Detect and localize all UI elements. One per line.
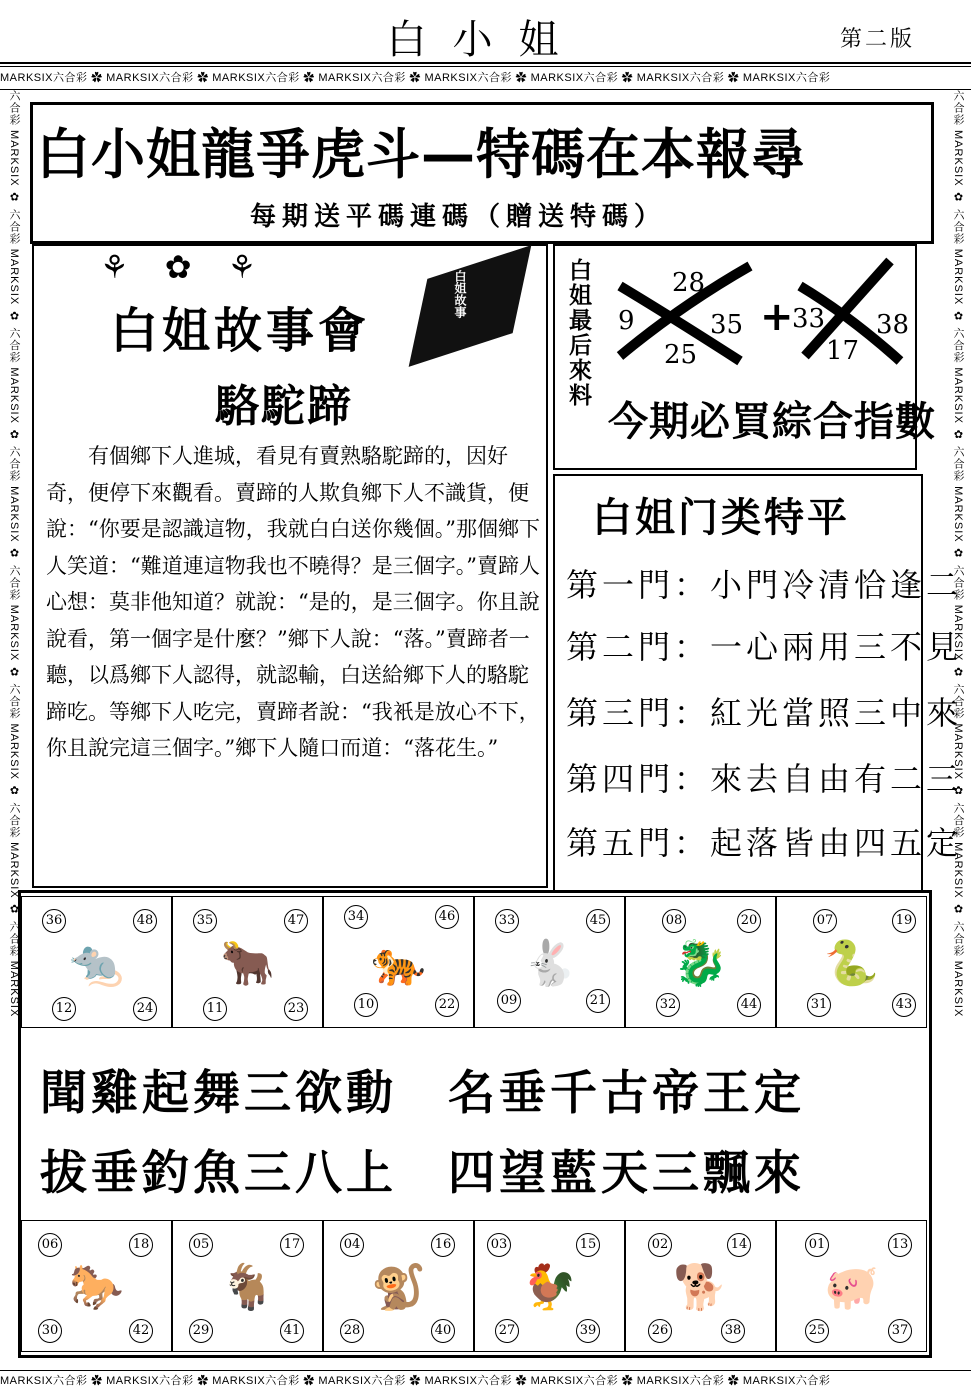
zodiac-number: 19 bbox=[892, 909, 916, 933]
category-row: 第二門：一心兩用三不見 bbox=[566, 628, 963, 666]
zodiac-number: 17 bbox=[280, 1233, 304, 1257]
zodiac-cell bbox=[625, 896, 776, 1028]
tiger-icon: 🐅 bbox=[371, 938, 426, 989]
dog-icon: 🐕 bbox=[673, 1262, 728, 1313]
mix-number: 17 bbox=[826, 336, 860, 366]
zodiac-number: 03 bbox=[487, 1233, 511, 1257]
zodiac-number: 31 bbox=[807, 993, 831, 1017]
zodiac-number: 18 bbox=[129, 1233, 153, 1257]
zodiac-number: 24 bbox=[133, 997, 157, 1021]
category-row: 第一門：小門冷清恰逢二 bbox=[566, 566, 963, 604]
plus-sign: + bbox=[760, 294, 794, 340]
zodiac-number: 14 bbox=[727, 1233, 751, 1257]
zodiac-number: 34 bbox=[344, 905, 368, 929]
zodiac-number: 11 bbox=[203, 997, 227, 1021]
zodiac-cell bbox=[474, 896, 625, 1028]
zodiac-cell bbox=[323, 1220, 474, 1352]
categories-title: 白姐门类特平 bbox=[592, 495, 850, 541]
zodiac-number: 44 bbox=[737, 993, 761, 1017]
mix-number: 28 bbox=[672, 268, 706, 298]
mix-number: 38 bbox=[876, 310, 910, 340]
cross-marks bbox=[600, 256, 910, 376]
marksix-band-top: MARKSIX六合彩 ✿ MARKSIX六合彩 ✿ MARKSIX六合彩 ✿ MARKSIX六合彩 ✿ MARKSIX六合彩 ✿ MARKSIX六合彩 ✿ MARKSIX六合彩 ✿ MARKSIX六合彩 bbox=[0, 66, 971, 90]
zodiac-number: 01 bbox=[805, 1233, 829, 1257]
zodiac-number: 35 bbox=[193, 909, 217, 933]
zodiac-number: 42 bbox=[129, 1319, 153, 1343]
zodiac-number: 02 bbox=[648, 1233, 672, 1257]
story-subtitle: 駱駝蹄 bbox=[215, 381, 353, 432]
zodiac-number: 27 bbox=[495, 1319, 519, 1343]
story-title: 白姐故事會 bbox=[110, 303, 371, 359]
zodiac-cell bbox=[172, 1220, 323, 1352]
rooster-icon: 🐓 bbox=[522, 1262, 577, 1313]
dragon-icon: 🐉 bbox=[673, 938, 728, 989]
zodiac-number: 29 bbox=[189, 1319, 213, 1343]
zodiac-number: 32 bbox=[656, 993, 680, 1017]
mix-label: 白姐最后來料 bbox=[565, 258, 591, 408]
flower-icon: ✿ bbox=[164, 248, 228, 286]
zodiac-number: 28 bbox=[340, 1319, 364, 1343]
tulip-icon: ⚘ bbox=[100, 248, 165, 286]
zodiac-cell bbox=[776, 1220, 927, 1352]
tulip-icon: ⚘ bbox=[227, 248, 293, 286]
zodiac-number: 39 bbox=[576, 1319, 600, 1343]
zodiac-number: 47 bbox=[284, 909, 308, 933]
zodiac-number: 23 bbox=[284, 997, 308, 1021]
zodiac-number: 16 bbox=[431, 1233, 455, 1257]
zodiac-number: 38 bbox=[721, 1319, 745, 1343]
zodiac-row-bottom bbox=[21, 1220, 927, 1350]
zodiac-cell bbox=[21, 1220, 172, 1352]
zodiac-number: 05 bbox=[189, 1233, 213, 1257]
mix-index-text: 今期必買綜合指數 bbox=[608, 399, 936, 445]
zodiac-number: 25 bbox=[805, 1319, 829, 1343]
zodiac-number: 48 bbox=[133, 909, 157, 933]
headline: 白小姐龍爭虎斗—特碼在本報尋 bbox=[36, 123, 806, 186]
zodiac-cell bbox=[625, 1220, 776, 1352]
zodiac-number: 43 bbox=[892, 993, 916, 1017]
zodiac-cell bbox=[172, 896, 323, 1028]
zodiac-cell bbox=[323, 896, 474, 1028]
zodiac-number: 26 bbox=[648, 1319, 672, 1343]
subheadline: 每期送平碼連碼（贈送特碼） bbox=[250, 202, 667, 232]
story-body: 有個鄉下人進城，看見有賣熟駱駝蹄的，因好奇，便停下來觀看。賣蹄的人欺負鄉下人不識貨，便說：“你要是認識這物，我就白白送你幾個。”那個鄉下人笑道：“難道連這物我也不曉得？是三個字。”賣蹄人心想：莫非他知道？就說：“是的，是三個字。你且說說看，第一個字是什麼？”鄉下人說：“落。”賣蹄者一聽，以爲鄉下人認得，就認輸，白送給鄉下人的駱駝蹄吃。等鄉下人吃完，賣蹄者說：“我衹是放心不下，你且說完這三個字。”鄉下人隨口而道：“落花生。” bbox=[46, 444, 540, 760]
goat-icon: 🐐 bbox=[220, 1262, 275, 1313]
mix-number: 35 bbox=[710, 310, 744, 340]
rabbit-icon: 🐇 bbox=[522, 938, 577, 989]
newspaper-title: 白小姐 bbox=[386, 17, 585, 63]
ox-icon: 🐂 bbox=[220, 938, 275, 989]
mix-number: 25 bbox=[664, 340, 698, 370]
zodiac-number: 12 bbox=[52, 997, 76, 1021]
horse-icon: 🐎 bbox=[69, 1262, 124, 1313]
mix-number: 33 bbox=[792, 304, 826, 334]
zodiac-number: 40 bbox=[431, 1319, 455, 1343]
zodiac-number: 21 bbox=[586, 989, 610, 1013]
zodiac-number: 37 bbox=[888, 1319, 912, 1343]
mix-number: 9 bbox=[618, 306, 635, 336]
poem-line-2: 拔垂釣魚三八上 四望藍天三飄來 bbox=[40, 1146, 805, 1201]
zodiac-number: 36 bbox=[42, 909, 66, 933]
zodiac-cell bbox=[776, 896, 927, 1028]
edition-label: 第二版 bbox=[840, 27, 916, 52]
zodiac-row-top bbox=[21, 896, 927, 1026]
category-row: 第五門：起落皆由四五定 bbox=[566, 824, 963, 862]
zodiac-number: 15 bbox=[576, 1233, 600, 1257]
zodiac-number: 13 bbox=[888, 1233, 912, 1257]
story-decoration bbox=[100, 248, 292, 286]
zodiac-number: 41 bbox=[280, 1319, 304, 1343]
zodiac-number: 07 bbox=[813, 909, 837, 933]
category-row: 第四門：來去自由有二三 bbox=[566, 760, 963, 798]
zodiac-number: 06 bbox=[38, 1233, 62, 1257]
zodiac-number: 33 bbox=[495, 909, 519, 933]
zodiac-number: 22 bbox=[435, 993, 459, 1017]
snake-icon: 🐍 bbox=[824, 938, 879, 989]
marksix-band-left: 六合彩 MARKSIX ✿ 六合彩 MARKSIX ✿ 六合彩 MARKSIX ✿ 六合彩 MARKSIX ✿ 六合彩 MARKSIX ✿ 六合彩 MARKSIX ✿ 六合彩 MARKSIX ✿ 六合彩 MARKSIX bbox=[8, 90, 20, 1018]
marksix-band-bottom: MARKSIX六合彩 ✿ MARKSIX六合彩 ✿ MARKSIX六合彩 ✿ MARKSIX六合彩 ✿ MARKSIX六合彩 ✿ MARKSIX六合彩 ✿ MARKSIX六合彩 ✿ MARKSIX六合彩 bbox=[0, 1370, 971, 1392]
marksix-band-right: 六合彩 MARKSIX ✿ 六合彩 MARKSIX ✿ 六合彩 MARKSIX ✿ 六合彩 MARKSIX ✿ 六合彩 MARKSIX ✿ 六合彩 MARKSIX ✿ 六合彩 MARKSIX ✿ 六合彩 MARKSIX bbox=[952, 90, 964, 1018]
zodiac-cell bbox=[21, 896, 172, 1028]
zodiac-number: 10 bbox=[354, 993, 378, 1017]
zodiac-cell bbox=[474, 1220, 625, 1352]
zodiac-number: 30 bbox=[38, 1319, 62, 1343]
monkey-icon: 🐒 bbox=[371, 1262, 426, 1313]
zodiac-number: 04 bbox=[340, 1233, 364, 1257]
zodiac-number: 45 bbox=[586, 909, 610, 933]
zodiac-number: 09 bbox=[497, 989, 521, 1013]
zodiac-number: 20 bbox=[737, 909, 761, 933]
rat-icon: 🐀 bbox=[69, 938, 124, 989]
zodiac-number: 46 bbox=[435, 905, 459, 929]
pig-icon: 🐖 bbox=[824, 1262, 879, 1313]
poem-line-1: 聞雞起舞三欲動 名垂千古帝王定 bbox=[40, 1066, 805, 1121]
category-row: 第三門：紅光當照三中來 bbox=[566, 694, 963, 732]
zodiac-number: 08 bbox=[662, 909, 686, 933]
book-label: 白姐故事 bbox=[453, 270, 467, 318]
